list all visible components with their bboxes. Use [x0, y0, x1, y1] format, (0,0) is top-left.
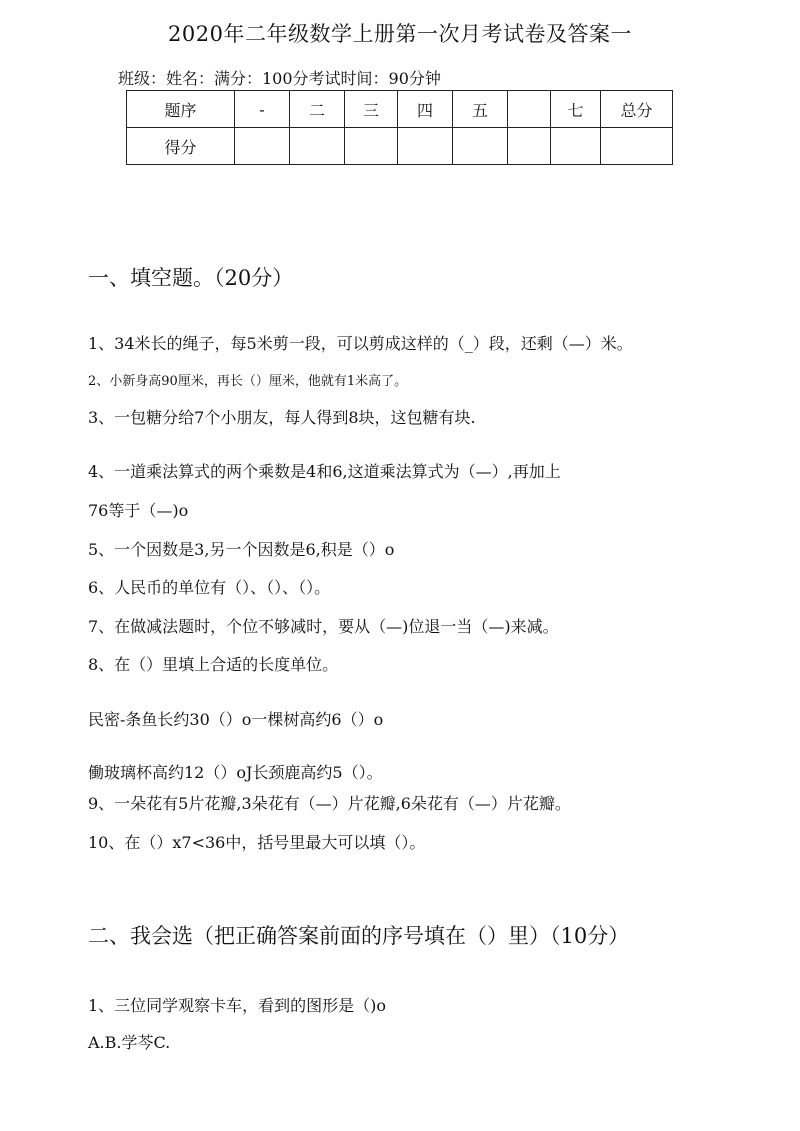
score-table-header-cell: 七: [551, 91, 601, 128]
score-row-label: 得分: [127, 128, 235, 165]
section-2-title: 二、我会选（把正确答案前面的序号填在（）里）（10分）: [88, 924, 630, 948]
question-options: A.B.学芩C.: [88, 1033, 171, 1052]
score-table-header-cell: 题序: [127, 91, 235, 128]
question-item: 6、人民币的单位有（）、（）、（）。: [88, 578, 331, 597]
question-item: 10、在（）x7<36中，括号里最大可以填（）。: [88, 833, 426, 852]
score-input-cell[interactable]: [601, 128, 673, 165]
exam-title: 2020年二年级数学上册第一次月考试卷及答案一: [168, 22, 632, 46]
question-item: 1、三位同学观察卡车，看到的图形是（)o: [88, 996, 387, 1015]
question-item: 7、在做减法题时，个位不够减时，要从（—)位退一当（—)来减。: [88, 617, 559, 636]
question-item: 3、一包糖分给7个小朋友，每人得到8块，这包糖有块.: [88, 408, 476, 427]
question-item: 8、在（）里填上合适的长度单位。: [88, 655, 339, 674]
score-input-cell[interactable]: [290, 128, 345, 165]
section-1-title: 一、填空题。（20分）: [88, 266, 294, 290]
score-table-score-row: [127, 128, 673, 165]
score-table-header-cell: 二: [290, 91, 345, 128]
score-table: [126, 90, 673, 165]
score-input-cell[interactable]: [453, 128, 508, 165]
question-item: 2、小新身高90厘米，再长（）厘米，他就有1米高了。: [88, 374, 408, 389]
exam-meta-line: 班级：姓名：满分：100分考试时间：90分钟: [118, 69, 441, 88]
score-table-header-cell: [508, 91, 551, 128]
score-input-cell[interactable]: [398, 128, 453, 165]
question-item: 5、一个因数是3,另一个因数是6,积是（）o: [88, 540, 395, 559]
question-item: 1、34米长的绳子，每5米剪一段，可以剪成这样的（_）段，还剩（—）米。: [88, 334, 633, 353]
score-table-header-cell: 四: [398, 91, 453, 128]
score-input-cell[interactable]: [235, 128, 290, 165]
score-input-cell[interactable]: [508, 128, 551, 165]
score-table-header-row: [127, 91, 673, 128]
score-table-header-cell: 三: [345, 91, 398, 128]
question-subitem: 民密-条鱼长约30（）o一棵树高约6（）o: [88, 710, 384, 729]
question-item: 4、一道乘法算式的两个乘数是4和6,这道乘法算式为（—）,再加上: [88, 462, 561, 481]
score-table-header-cell: 五: [453, 91, 508, 128]
score-input-cell[interactable]: [345, 128, 398, 165]
score-table-header-cell: 总分: [601, 91, 673, 128]
question-subitem: 働玻璃杯高约12（）oJ长颈鹿高约5（）。: [88, 763, 383, 782]
question-item: 9、一朵花有5片花瓣,3朵花有（—）片花瓣,6朵花有（—）片花瓣。: [88, 794, 571, 813]
question-item-continuation: 76等于（—)o: [88, 501, 189, 520]
score-input-cell[interactable]: [551, 128, 601, 165]
score-table-header-cell: -: [235, 91, 290, 128]
